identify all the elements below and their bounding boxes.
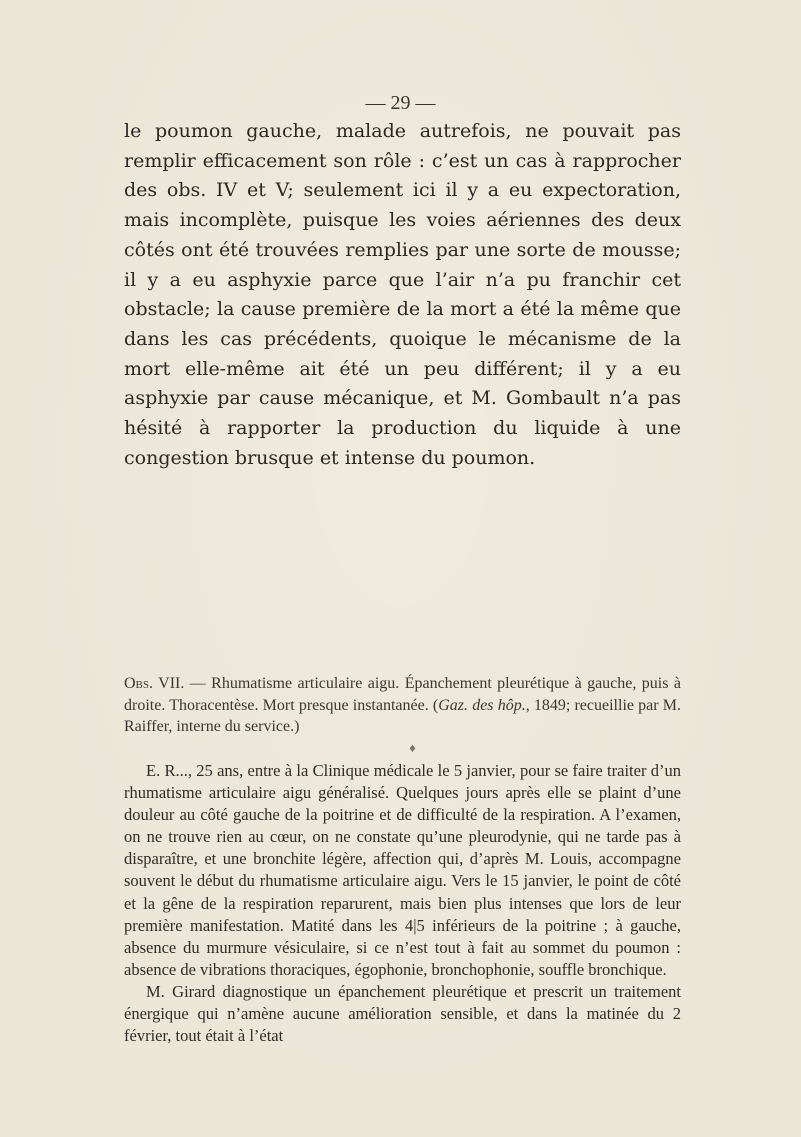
observation-heading-part1: . VII. — Rhumatisme articulaire aigu. Épanchement pleurétique à gauche, puis à droite. Thoracentèse. Mort presque instantanée. ( — [124, 675, 681, 714]
case-paragraph-1: E. R..., 25 ans, entre à la Clinique médicale le 5 janvier, pour se faire traiter d’un rhumatisme articulaire aigu généralisé. Quelques jours après elle se plaint d’une douleur au côté gauche de la poitrine et de difficulté de la respiration. A l’examen, on ne trouve rien au cœur, on ne constate qu’une pleurodynie, qui ne tarde pas à disparaître, et une bronchite légère, affection qui, d’après M. Louis, accompagne souvent le début du rhumatisme articulaire aigu. Vers le 15 janvier, le point de côté et la gêne de la respiration reparurent, mais bien plus intenses que lors de leur première manifestation. Matité dans les 4|5 inférieurs de la poitrine ; à gauche, absence du murmure vésiculaire, si ce n’est tout à fait au sommet du poumon : absence de vibrations thoraciques, égophonie, bronchophonie, souffle bronchique. — [124, 761, 681, 979]
case-paragraph-2: M. Girard diagnostique un épanchement pleurétique et prescrit un traitement énergique qui n’amène aucune amélioration sensible, et dans la matinée du 2 février, tout était à l’état — [124, 981, 681, 1046]
observation-heading-part2: , 1849; recueillie par M. Raiffer, interne du service.) — [124, 696, 681, 735]
observation-heading — [124, 673, 681, 738]
observation-source: Gaz. des hôp. — [438, 696, 526, 714]
case-text-block — [124, 760, 681, 1047]
main-paragraph: le poumon gauche, malade autrefois, ne pouvait pas remplir efficacement son rôle : c’est un cas à rapprocher des obs. IV et V; seulement ici il y a eu expectoration, mais incomplète, puisque les voies aériennes des deux côtés ont été trouvées remplies par une sorte de mousse; il y a eu asphyxie parce que l’air n’a pu franchir cet obstacle; la cause première de la mort a été la même que dans les cas précédents, quoique le mécanisme de la mort elle-même ait été un peu différent; il y a eu asphyxie par cause mécanique, et M. Gombault n’a pas hésité à rapporter la production du liquide à une congestion brusque et intense du poumon. — [124, 120, 681, 469]
observation-label: Obs — [124, 675, 150, 692]
page-number: — 29 — — [365, 92, 436, 114]
printer-mark: ♦ — [408, 744, 417, 755]
main-text-block — [124, 117, 681, 473]
